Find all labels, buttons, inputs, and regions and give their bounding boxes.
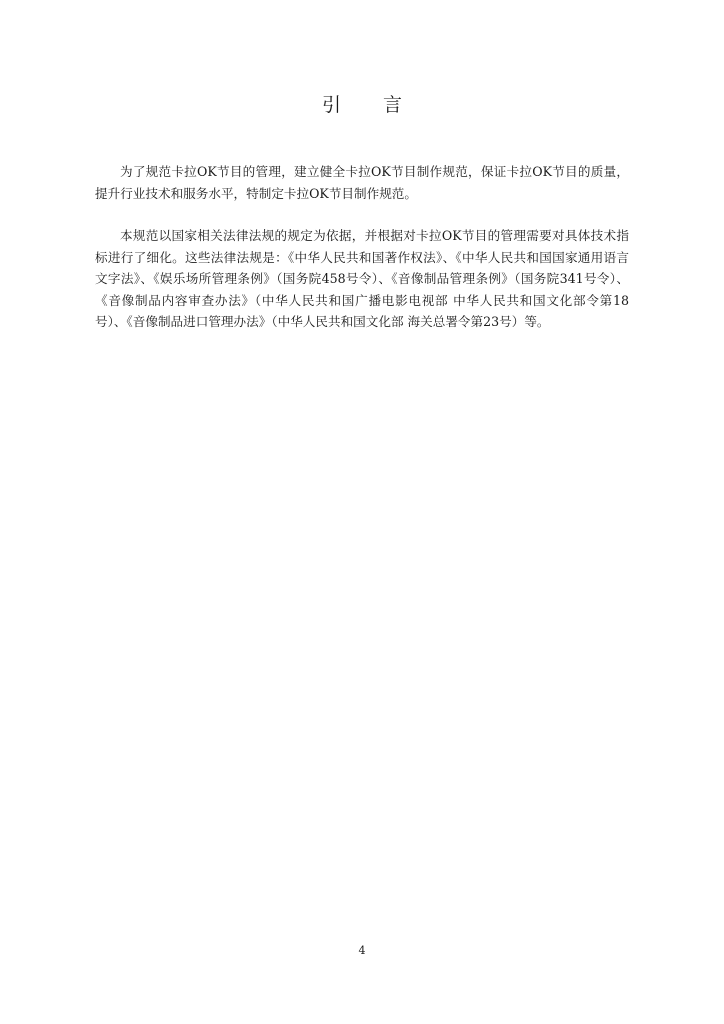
page-number: 4 xyxy=(358,944,366,957)
intro-paragraph-1: 为了规范卡拉OK节目的管理，建立健全卡拉OK节目制作规范，保证卡拉OK节目的质量，提升行业技术和服务水平，特制定卡拉OK节目制作规范。 xyxy=(95,164,629,201)
intro-paragraph-2: 本规范以国家相关法律法规的规定为依据，并根据对卡拉OK节目的管理需要对具体技术指标进行了细化。这些法律法规是：《中华人民共和国著作权法》、《中华人民共和国国家通用语言文字法》、《娱乐场所管理条例》（国务院458号令）、《音像制品管理条例》（国务院341号令）、《音像制品内容审查办法》（中华人民共和国广播电影电视部 中华人民共和国文化部令第18号）、《音像制品进口管理办法》（中华人民共和国文化部 海关总署令第23号）等。 xyxy=(95,228,629,329)
page-title: 引 言 xyxy=(321,94,421,116)
